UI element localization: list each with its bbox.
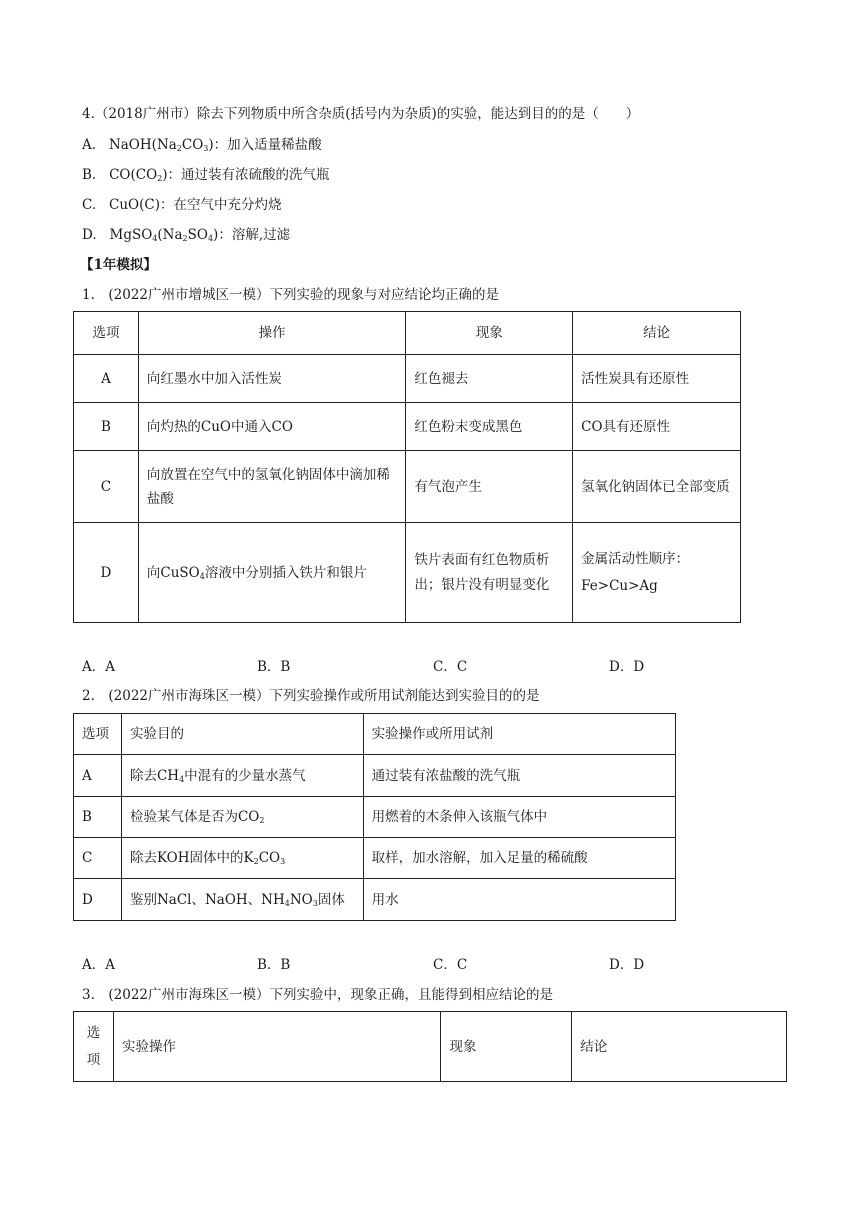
q4-stem: 4.（2018广州市）除去下列物质中所含杂质(括号内为杂质)的实验，能达到目的的是（ ） — [82, 106, 640, 122]
header-cell: 操作 — [138, 312, 406, 355]
table-row — [74, 797, 676, 838]
table-row — [74, 879, 676, 921]
header-cell: 实验操作或所用试剂 — [363, 714, 675, 755]
header-cell: 选 项 — [74, 1012, 114, 1082]
table-header-row — [74, 312, 741, 355]
table-cell: 向放置在空气中的氢氧化钠固体中滴加稀盐酸 — [138, 451, 406, 523]
q1-table — [73, 311, 741, 623]
q1-stem: 1. (2022广州市增城区一模）下列实验的现象与对应结论均正确的是 — [82, 287, 500, 303]
q1-choice-a[interactable]: A．A — [82, 659, 115, 675]
table-cell: B — [74, 403, 139, 451]
q4-option-a: A. $NaOH(Na_2CO_3)$：加入适量稀盐酸 — [82, 137, 322, 153]
q2-table — [73, 713, 676, 921]
table-cell: 铁片表面有红色物质析出；银片没有明显变化 — [406, 523, 573, 623]
q2-choice-a[interactable]: A．A — [82, 957, 115, 973]
q4-option-c: C. CuO(C)：在空气中充分灼烧 — [82, 197, 282, 213]
header-cell: 选项 — [74, 714, 122, 755]
table-row — [74, 838, 676, 879]
table-header-row — [74, 1012, 787, 1082]
header-cell: 结论 — [573, 312, 741, 355]
table-cell: 检验某气体是否为$CO_2$ — [121, 797, 363, 838]
q3-stem: 3. (2022广州市海珠区一模）下列实验中，现象正确，且能得到相应结论的是 — [82, 987, 554, 1003]
q2-stem: 2. (2022广州市海珠区一模）下列实验操作或所用试剂能达到实验目的的是 — [82, 688, 540, 704]
q4-option-b: B. $CO(CO_2)$：通过装有浓硫酸的洗气瓶 — [82, 167, 330, 183]
header-cell: 实验目的 — [121, 714, 363, 755]
header-cell: 现象 — [441, 1012, 572, 1082]
table-cell: 除去$CH_4$中混有的少量水蒸气 — [121, 755, 363, 797]
table-row — [74, 403, 741, 451]
table-cell: CO具有还原性 — [573, 403, 741, 451]
table-cell: D — [74, 879, 122, 921]
table-row — [74, 451, 741, 523]
table-cell: 取样，加水溶解，加入足量的稀硫酸 — [363, 838, 675, 879]
table-cell: 活性炭具有还原性 — [573, 355, 741, 403]
q2-choice-b[interactable]: B．B — [257, 957, 291, 973]
q4-option-d: D. $MgSO_4(Na_2SO_4)$：溶解,过滤 — [82, 227, 291, 243]
q1-choice-d[interactable]: D．D — [609, 659, 645, 675]
q2-choice-d[interactable]: D．D — [609, 957, 645, 973]
table-cell: 通过装有浓盐酸的洗气瓶 — [363, 755, 675, 797]
table-row — [74, 755, 676, 797]
q3-table — [73, 1011, 787, 1082]
table-cell: 红色粉末变成黑色 — [406, 403, 573, 451]
table-cell: 鉴别NaCl、NaOH、$NH_4NO_3$固体 — [121, 879, 363, 921]
table-row — [74, 355, 741, 403]
header-cell: 选项 — [74, 312, 139, 355]
table-cell: 向灼热的CuO中通入CO — [138, 403, 406, 451]
q1-choice-c[interactable]: C．C — [433, 659, 468, 675]
table-cell: 红色褪去 — [406, 355, 573, 403]
table-cell: B — [74, 797, 122, 838]
table-cell: 除去KOH固体中的$K_2CO_3$ — [121, 838, 363, 879]
q2-choice-c[interactable]: C．C — [433, 957, 468, 973]
table-header-row — [74, 714, 676, 755]
table-cell: 用燃着的木条伸入该瓶气体中 — [363, 797, 675, 838]
table-cell: 氢氧化钠固体已全部变质 — [573, 451, 741, 523]
table-cell: 向红墨水中加入活性炭 — [138, 355, 406, 403]
table-cell: C — [74, 451, 139, 523]
table-cell: 有气泡产生 — [406, 451, 573, 523]
header-cell: 实验操作 — [113, 1012, 441, 1082]
table-cell: 金属活动性顺序： Fe>Cu>Ag — [573, 523, 741, 623]
section-title: 【1年模拟】 — [80, 257, 157, 273]
table-row — [74, 523, 741, 623]
table-cell: A — [74, 755, 122, 797]
table-cell: 向CuSO$_4$溶液中分别插入铁片和银片 — [138, 523, 406, 623]
table-cell: D — [74, 523, 139, 623]
header-cell: 结论 — [572, 1012, 787, 1082]
header-cell: 现象 — [406, 312, 573, 355]
table-cell: 用水 — [363, 879, 675, 921]
q1-choice-b[interactable]: B．B — [257, 659, 291, 675]
table-cell: C — [74, 838, 122, 879]
table-cell: A — [74, 355, 139, 403]
